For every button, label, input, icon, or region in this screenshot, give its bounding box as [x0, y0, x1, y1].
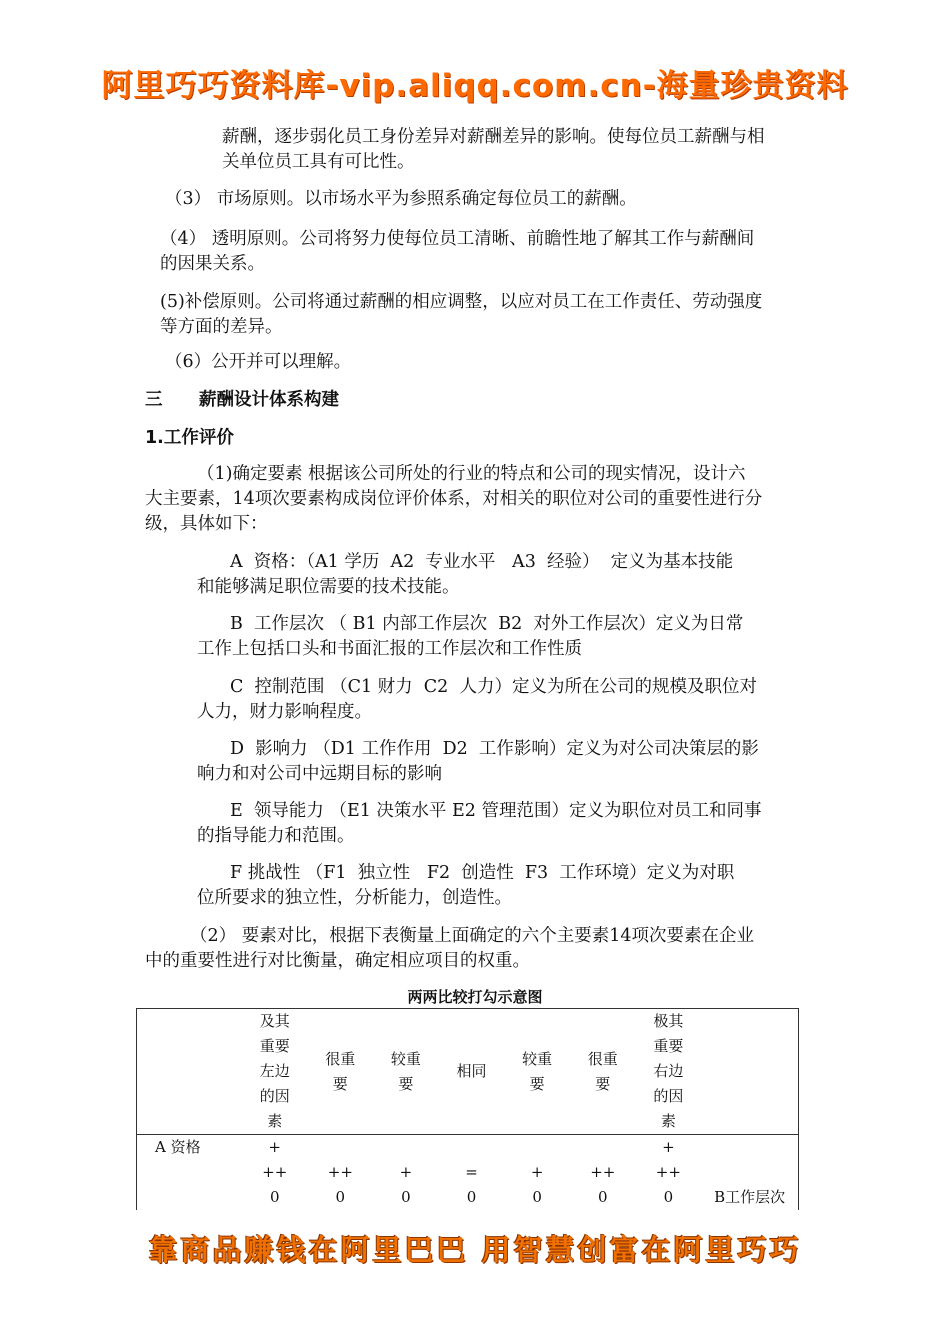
paragraph-line: 中的重要性进行对比衡量，确定相应项目的权重。 [145, 951, 530, 971]
header-cell [570, 1009, 636, 1135]
paragraph-line: 和能够满足职位需要的技术技能。 [197, 577, 460, 597]
symbol-cell [308, 1135, 374, 1161]
paragraph-line: 等方面的差异。 [160, 317, 283, 337]
principle-6: （6）公开并可以理解。 [165, 352, 352, 372]
principle-5: (5)补偿原则。公司将通过薪酬的相应调整，以应对员工在工作责任、劳动强度 [160, 292, 763, 312]
row-label: A 资格 [155, 1138, 201, 1156]
header-label: 很重要 [325, 1049, 356, 1093]
factor-a: A 资格：（A1 学历 A2 专业水平 A3 经验） 定义为基本技能 [230, 552, 734, 572]
factor-b: B 工作层次 （ B1 内部工作层次 B2 对外工作层次）定义为日常 [230, 614, 744, 634]
table-title: 两两比较打勾示意图 [407, 988, 543, 1006]
header-label: 很重要 [587, 1049, 618, 1093]
score-cell: 0 [532, 1188, 542, 1206]
header-cell [308, 1009, 374, 1135]
symbol-cell: ++ [327, 1163, 353, 1181]
paragraph-line: 大主要素，14项次要素构成岗位评价体系，对相关的职位对公司的重要性进行分 [145, 489, 763, 509]
paragraph-line: 的因果关系。 [160, 254, 265, 274]
symbol-cell: ++ [655, 1163, 681, 1181]
factor-c: C 控制范围 （C1 财力 C2 人力）定义为所在公司的规模及职位对 [230, 677, 757, 697]
comparison-table [136, 1008, 799, 1210]
paragraph-line: 位所要求的独立性，分析能力，创造性。 [197, 888, 512, 908]
paragraph-line: 响力和对公司中远期目标的影响 [197, 764, 442, 784]
section-heading: 三 薪酬设计体系构建 [145, 390, 340, 410]
right-factor-label: B工作层次 [714, 1188, 786, 1206]
paragraph-line: 的指导能力和范围。 [197, 826, 355, 846]
symbol-cell: ++ [262, 1163, 288, 1181]
header-label: 较重要 [390, 1049, 421, 1093]
paragraph-line: 人力，财力影响程度。 [197, 702, 372, 722]
footer-banner: 靠商品赚钱在阿里巴巴 用智慧创富在阿里巧巧 [148, 1233, 802, 1267]
blank-cell [701, 1160, 798, 1185]
factor-f: F 挑战性 （F1 独立性 F2 创造性 F3 工作环境）定义为对职 [230, 863, 735, 883]
symbol-cell: + [268, 1138, 281, 1156]
header-cell [636, 1009, 702, 1135]
header-label: 极其重要右边的因素 [653, 1012, 684, 1130]
factor-d: D 影响力 （D1 工作作用 D2 工作影响）定义为对公司决策层的影 [230, 739, 759, 759]
header-label: 及其重要左边的因素 [259, 1012, 290, 1130]
score-cell: 0 [663, 1188, 674, 1206]
header-cell [373, 1009, 439, 1135]
symbol-cell: + [662, 1138, 675, 1156]
factor-e: E 领导能力 （E1 决策水平 E2 管理范围）定义为职位对员工和同事 [230, 801, 762, 821]
principle-4: （4） 透明原则。公司将努力使每位员工清晰、前瞻性地了解其工作与薪酬间 [160, 229, 755, 249]
paragraph-line: 关单位员工具有可比性。 [222, 152, 415, 172]
score-cell: 0 [335, 1188, 346, 1206]
header-cell [504, 1009, 570, 1135]
blank-cell [701, 1135, 798, 1161]
paragraph-line: 级，具体如下： [145, 514, 268, 534]
subsection-heading: 1.工作评价 [145, 428, 234, 448]
header-cell [439, 1009, 505, 1135]
header-blank [701, 1009, 798, 1135]
symbol-cell: ++ [590, 1163, 616, 1181]
paragraph-line: 薪酬，逐步弱化员工身份差异对薪酬差异的影响。使每位员工薪酬与相 [222, 127, 765, 147]
symbol-cell: + [530, 1163, 544, 1181]
symbol-cell [439, 1135, 505, 1161]
header-label: 相同 [456, 1062, 487, 1080]
score-cell: 0 [269, 1188, 280, 1206]
header-banner: 阿里巧巧资料库-vip.aliqq.com.cn-海量珍贵资料 [101, 68, 849, 104]
table-header-row [137, 1009, 799, 1135]
header-cell [242, 1009, 308, 1135]
symbol-cell [504, 1135, 570, 1161]
paragraph-line: 工作上包括口头和书面汇报的工作层次和工作性质 [197, 639, 582, 659]
symbol-cell: + [399, 1163, 413, 1181]
paragraph-line: （2） 要素对比，根据下表衡量上面确定的六个主要素14项次要素在企业 [190, 926, 754, 946]
symbol-cell [373, 1135, 439, 1161]
paragraph-line: （1)确定要素 根据该公司所处的行业的特点和公司的现实情况，设计六 [197, 464, 746, 484]
table-row [137, 1135, 799, 1161]
principle-3: （3） 市场原则。以市场水平为参照系确定每位员工的薪酬。 [165, 189, 637, 209]
header-blank [137, 1009, 242, 1135]
symbol-cell: = [465, 1163, 478, 1181]
score-cell: 0 [466, 1188, 477, 1206]
score-cell: 0 [597, 1188, 608, 1206]
header-label: 较重要 [522, 1049, 553, 1093]
score-cell: 0 [401, 1188, 411, 1206]
symbol-cell [570, 1135, 636, 1161]
